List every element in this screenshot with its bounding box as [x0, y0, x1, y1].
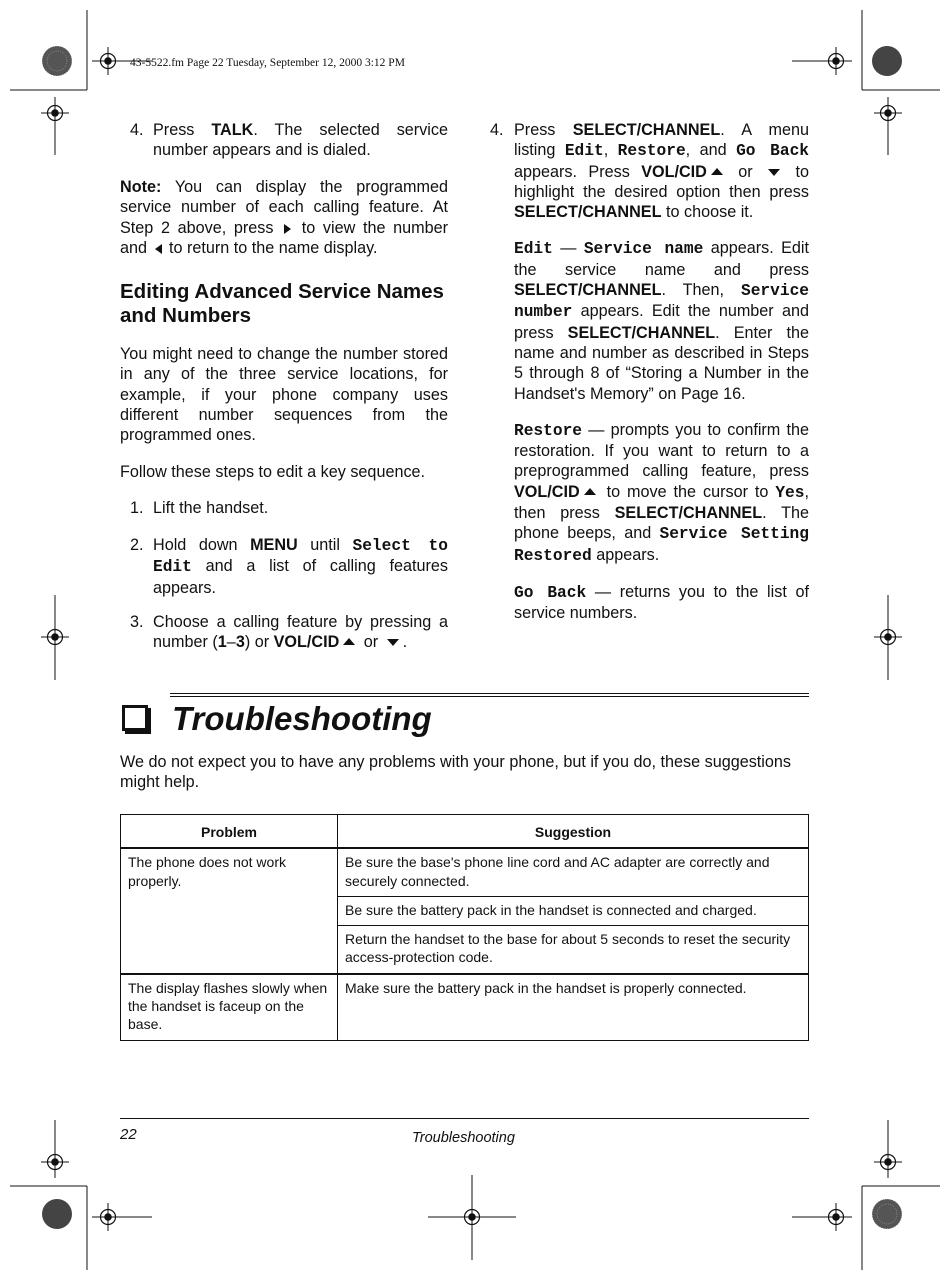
step-3: 3. Choose a calling feature by pressing a number (1–3) or VOL/CID or .	[130, 613, 448, 652]
troubleshooting-table	[120, 814, 809, 1041]
right-arrow-icon	[284, 224, 291, 234]
follow-paragraph: Follow these steps to edit a key sequence.	[120, 463, 426, 481]
footer-rule	[120, 1118, 809, 1119]
section-rule	[170, 693, 809, 697]
restore-description: Restore — prompts you to confirm the restoration. If you want to return to a preprogrammed calling feature, press VOL/CID to move the cursor to Yes, then press SELECT/CHANNEL. The phone beeps, and Service Setting Restored appears.	[514, 420, 809, 565]
suggestion-cell: Make sure the battery pack in the handset is properly connected.	[338, 974, 809, 1040]
section-heading: Editing Advanced Service Names and Numbers	[120, 280, 444, 327]
note-paragraph: Note: You can display the programmed service number of each calling feature. At Step 2 above, press to view the number and to return to the name display.	[120, 178, 448, 257]
vol-cid-key: VOL/CID	[273, 633, 340, 652]
talk-key: TALK	[211, 121, 254, 139]
step-4-left: 4. Press TALK. The selected service number appears and is dialed.	[130, 121, 448, 160]
up-arrow-icon	[584, 488, 596, 495]
suggestion-cell: Be sure the battery pack in the handset is connected and charged.	[338, 896, 809, 925]
step-4-right: 4. Press SELECT/CHANNEL. A menu listing Edit, Restore, and Go Back appears. Press VOL/CID or to highlight the desired option then press SELECT/CHANNEL to choose it. Edit — Service name appears. Edit the service name and press SELECT/CHANNEL. Then, Service number appears. Edit the number and press SELECT/CHANNEL. Enter the name and number as described in Steps 5 through 8 of “Storing a Number in the Handset's Memory” on Page 16. Restore — prompts you to confirm the restoration. If you want to return to a preprogrammed calling feature, press VOL/CID to move the cursor to Yes, then press SELECT/CHANNEL. The phone beeps, and Service Setting Restored appears. Go Back — returns you to the list of service numbers.	[490, 121, 810, 623]
step-1: 1. Lift the handset.	[130, 499, 269, 517]
table-row	[121, 974, 809, 1040]
header-suggestion: Suggestion	[338, 815, 809, 849]
menu-key: MENU	[250, 536, 298, 554]
goback-description: Go Back — returns you to the list of service numbers.	[514, 582, 810, 623]
file-slug: 43-5522.fm Page 22 Tuesday, September 12, 2000 3:12 PM	[130, 57, 405, 69]
suggestion-cell: Be sure the base's phone line cord and AC adapter are correctly and securely connected.	[338, 848, 809, 896]
header-problem: Problem	[121, 815, 338, 849]
table-header-row	[121, 815, 809, 849]
page-number: 22	[120, 1126, 137, 1143]
display-text: Select to Edit	[153, 537, 448, 577]
suggestion-cell: Return the handset to the base for about 5 seconds to reset the security access-protection code.	[338, 926, 809, 974]
note-label: Note:	[120, 178, 162, 196]
up-arrow-icon	[343, 638, 355, 645]
table-row	[121, 848, 809, 896]
step-number: 4.	[130, 121, 144, 139]
up-arrow-icon	[711, 168, 723, 175]
down-arrow-icon	[768, 169, 780, 176]
down-arrow-icon	[387, 639, 399, 646]
troubleshooting-intro: We do not expect you to have any problems with your phone, but if you do, these suggestions might help.	[120, 753, 791, 792]
intro-paragraph: You might need to change the number stored in any of the three service locations, for example, if your phone company uses different number sequences from the programmed ones.	[120, 345, 448, 445]
left-arrow-icon	[155, 244, 162, 254]
troubleshooting-title: Troubleshooting	[172, 700, 432, 737]
problem-cell: The phone does not work properly.	[121, 848, 338, 973]
edit-description: Edit — Service name appears. Edit the service name and press SELECT/CHANNEL. Then, Service number appears. Edit the number and press SELECT/CHANNEL. Enter the name and number as described in Steps 5 through 8 of “Storing a Number in the Handset's Memory” on Page 16.	[514, 239, 809, 403]
step-2: 2. Hold down MENU until Select to Edit and a list of calling features appears.	[130, 536, 448, 597]
problem-cell: The display flashes slowly when the handset is faceup on the base.	[121, 974, 338, 1040]
checkbox-icon	[122, 705, 148, 731]
footer-section-name: Troubleshooting	[412, 1130, 515, 1146]
